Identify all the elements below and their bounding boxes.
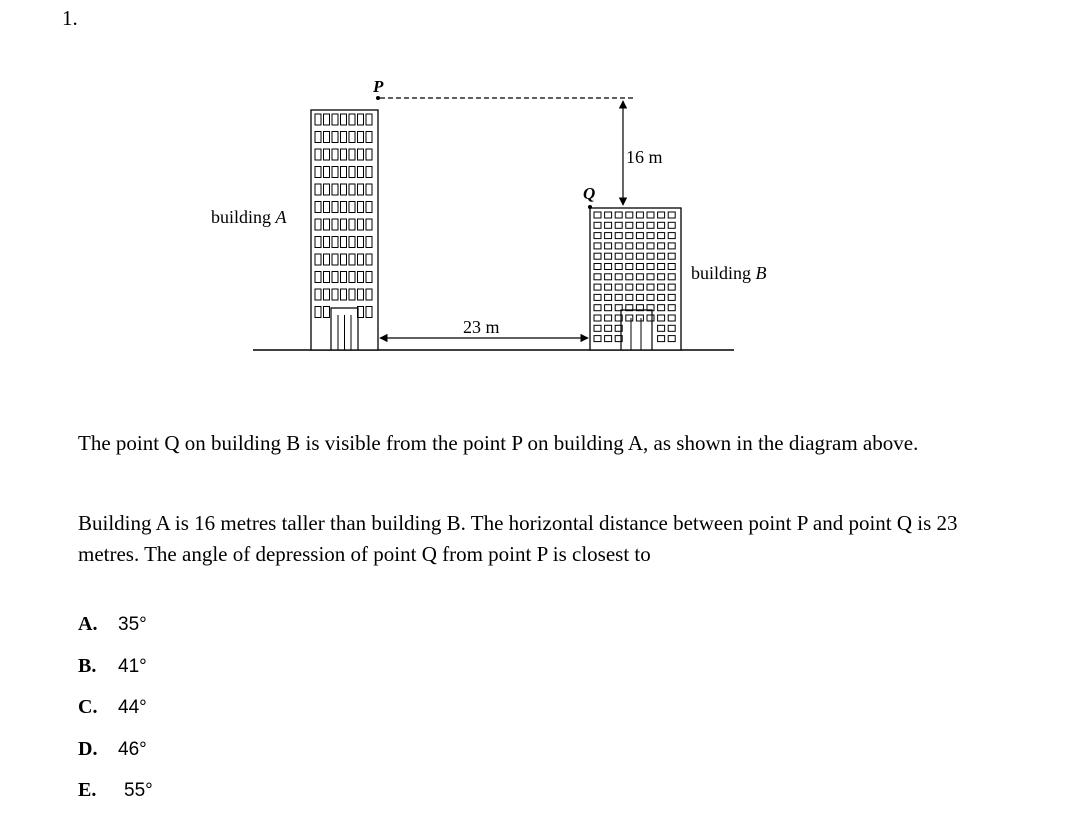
option-e[interactable]: [78, 779, 153, 802]
option-d[interactable]: [78, 738, 147, 761]
question-number: 1.: [62, 6, 78, 30]
height-difference-label: 16 m: [626, 147, 663, 167]
horizontal-distance-label: 23 m: [463, 317, 500, 337]
option-a[interactable]: [78, 613, 147, 636]
option-b-value: 41°: [118, 656, 147, 677]
option-b[interactable]: [78, 655, 147, 678]
building-a-label: building A: [211, 207, 287, 227]
option-c-value: 44°: [118, 697, 147, 718]
option-e-letter: E.: [78, 779, 97, 801]
option-d-value: 46°: [118, 739, 147, 760]
option-a-letter: A.: [78, 613, 98, 635]
option-a-value: 35°: [118, 614, 147, 635]
diagram: [0, 0, 1085, 400]
point-q-marker: [588, 205, 592, 209]
building-a: [311, 110, 378, 350]
point-p-marker: [376, 96, 380, 100]
option-e-value: 55°: [124, 780, 153, 801]
point-p-label: P: [373, 77, 384, 96]
option-b-letter: B.: [78, 655, 97, 677]
option-c[interactable]: [78, 696, 147, 719]
option-c-letter: C.: [78, 696, 98, 718]
building-b: [590, 208, 681, 350]
option-d-letter: D.: [78, 738, 98, 760]
building-b-label: building B: [691, 263, 767, 283]
point-q-label: Q: [583, 184, 596, 203]
question-paragraph-2: Building A is 16 metres taller than building B. The horizontal distance between point P and point Q is 23 metres. The angle of depression of point Q from point P is closest to: [78, 511, 958, 566]
question-paragraph-1: The point Q on building B is visible from the point P on building A, as shown in the diagram above.: [78, 431, 919, 455]
